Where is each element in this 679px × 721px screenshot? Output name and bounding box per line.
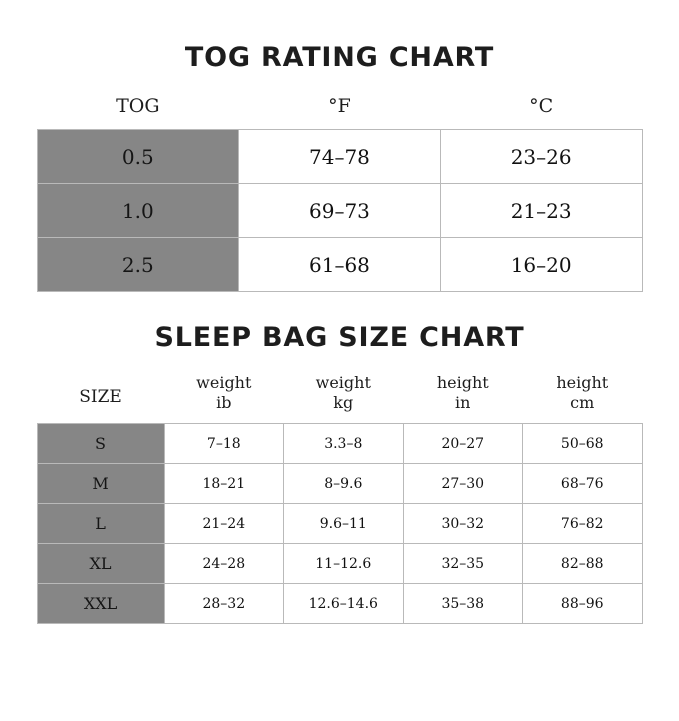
size-weight-kg: 9.6–11 bbox=[284, 504, 403, 544]
tog-header-celsius: °C bbox=[529, 95, 554, 117]
tog-table-header-row bbox=[37, 95, 642, 130]
size-header-weight-ib bbox=[164, 373, 283, 424]
size-value: S bbox=[37, 424, 164, 464]
size-value: L bbox=[37, 504, 164, 544]
size-header-height-in-line2: in bbox=[455, 393, 471, 412]
tog-fahrenheit-range: 69–73 bbox=[239, 184, 441, 238]
tog-chart-container bbox=[37, 95, 643, 292]
size-header-weight-kg-line1: weight bbox=[315, 373, 371, 392]
table-row bbox=[37, 130, 642, 184]
tog-fahrenheit-range: 61–68 bbox=[239, 238, 441, 292]
table-row bbox=[37, 544, 642, 584]
size-value: M bbox=[37, 464, 164, 504]
size-value: XXL bbox=[37, 584, 164, 624]
size-header-weight-ib-line2: ib bbox=[216, 393, 232, 412]
size-weight-kg: 12.6–14.6 bbox=[284, 584, 403, 624]
size-height-cm: 82–88 bbox=[523, 544, 643, 584]
size-weight-kg: 3.3–8 bbox=[284, 424, 403, 464]
size-height-cm: 76–82 bbox=[523, 504, 643, 544]
size-header-weight-ib-line1: weight bbox=[196, 373, 252, 392]
tog-value: 2.5 bbox=[37, 238, 239, 292]
tog-celsius-range: 23–26 bbox=[440, 130, 642, 184]
size-height-in: 35–38 bbox=[403, 584, 522, 624]
size-header-height-cm bbox=[523, 373, 643, 424]
size-height-cm: 88–96 bbox=[523, 584, 643, 624]
size-weight-ib: 18–21 bbox=[164, 464, 283, 504]
size-height-cm: 50–68 bbox=[523, 424, 643, 464]
table-row bbox=[37, 504, 642, 544]
sleep-bag-size-table bbox=[37, 373, 643, 624]
table-row bbox=[37, 584, 642, 624]
size-header-weight-kg bbox=[284, 373, 403, 424]
tog-celsius-range: 21–23 bbox=[440, 184, 642, 238]
size-header-weight-kg-line2: kg bbox=[333, 393, 354, 412]
tog-header-fahrenheit: °F bbox=[328, 95, 351, 117]
size-height-in: 30–32 bbox=[403, 504, 522, 544]
size-weight-ib: 28–32 bbox=[164, 584, 283, 624]
size-header-height-in bbox=[403, 373, 522, 424]
size-chart-container bbox=[37, 373, 643, 624]
size-header-height-in-line1: height bbox=[436, 373, 489, 392]
tog-fahrenheit-range: 74–78 bbox=[239, 130, 441, 184]
tog-rating-table bbox=[37, 95, 643, 292]
size-header-size: SIZE bbox=[79, 387, 122, 407]
tog-celsius-range: 16–20 bbox=[440, 238, 642, 292]
size-weight-ib: 21–24 bbox=[164, 504, 283, 544]
size-height-in: 32–35 bbox=[403, 544, 522, 584]
size-weight-kg: 11–12.6 bbox=[284, 544, 403, 584]
size-weight-ib: 24–28 bbox=[164, 544, 283, 584]
size-weight-kg: 8–9.6 bbox=[284, 464, 403, 504]
size-guide-page bbox=[0, 42, 679, 721]
size-value: XL bbox=[37, 544, 164, 584]
size-table-header-row bbox=[37, 373, 642, 424]
size-height-in: 27–30 bbox=[403, 464, 522, 504]
table-row bbox=[37, 464, 642, 504]
table-row bbox=[37, 238, 642, 292]
tog-chart-title: TOG RATING CHART bbox=[184, 42, 495, 73]
table-row bbox=[37, 424, 642, 464]
size-chart-title: SLEEP BAG SIZE CHART bbox=[154, 322, 525, 353]
size-height-cm: 68–76 bbox=[523, 464, 643, 504]
size-weight-ib: 7–18 bbox=[164, 424, 283, 464]
size-height-in: 20–27 bbox=[403, 424, 522, 464]
size-header-height-cm-line1: height bbox=[556, 373, 609, 392]
tog-value: 0.5 bbox=[37, 130, 239, 184]
tog-header-tog: TOG bbox=[116, 95, 160, 117]
size-header-height-cm-line2: cm bbox=[570, 393, 595, 412]
table-row bbox=[37, 184, 642, 238]
tog-value: 1.0 bbox=[37, 184, 239, 238]
